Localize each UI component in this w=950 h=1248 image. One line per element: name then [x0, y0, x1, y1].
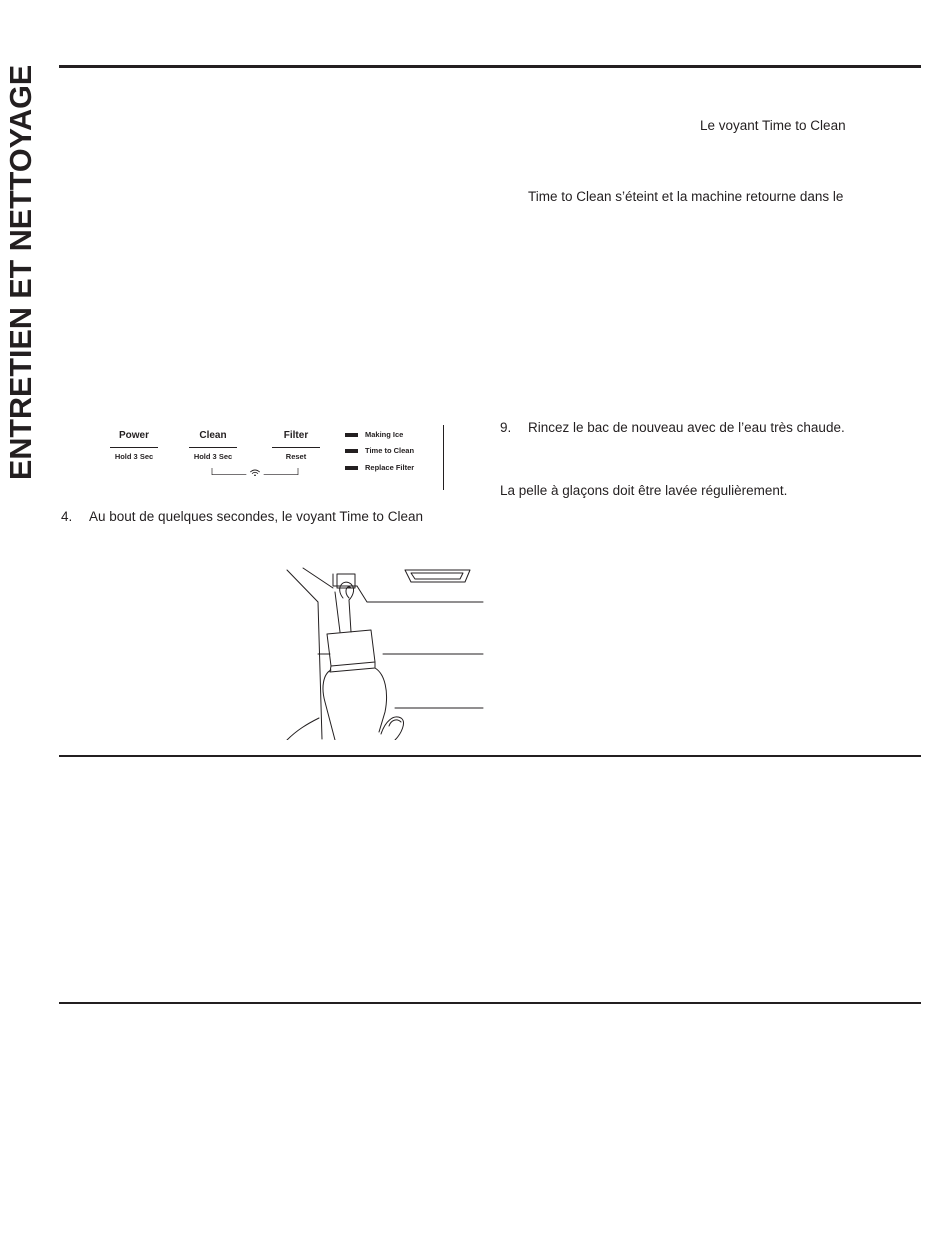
indicator-light: [345, 466, 358, 470]
bottom-divider: [59, 1002, 921, 1004]
section-side-title: [0, 30, 43, 480]
indicator-light: [345, 449, 358, 453]
clean-label: Clean: [199, 430, 227, 441]
step-4-number: 4.: [61, 509, 73, 524]
power-button-diagram: [110, 430, 158, 462]
power-sub-label: Hold 3 Sec: [114, 452, 154, 461]
step-9-number: 9.: [500, 420, 512, 435]
panel-edge-line: [443, 425, 444, 490]
power-label: Power: [118, 430, 149, 441]
power-underline: [110, 447, 158, 448]
indicator-light: [345, 433, 358, 437]
indicator-label: Time to Clean: [365, 446, 415, 455]
time-to-clean-off-line: Time to Clean s’éteint et la machine retourne dans le: [528, 189, 844, 204]
middle-divider: [59, 755, 921, 757]
step-4-text: Au bout de quelques secondes, le voyant Time to Clean: [89, 509, 423, 524]
clean-button-diagram: [189, 430, 237, 462]
filter-label: Filter: [283, 430, 309, 441]
filter-sub-label: Reset: [285, 452, 307, 461]
scoop-wash-text: La pelle à glaçons doit être lavée régulièrement.: [500, 483, 788, 498]
section-title-text: ENTRETIEN ET NETTOYAGE: [4, 64, 38, 480]
step-9-text: Rincez le bac de nouveau avec de l’eau très chaude.: [528, 420, 845, 435]
clean-underline: [189, 447, 237, 448]
top-divider: [59, 65, 921, 68]
control-panel-diagram: [100, 425, 450, 495]
clean-sub-label: Hold 3 Sec: [193, 452, 233, 461]
filter-button-diagram: [272, 430, 320, 462]
wifi-bracket: [190, 468, 320, 476]
time-to-clean-line: Le voyant Time to Clean: [700, 118, 846, 133]
wifi-icon: [250, 470, 259, 476]
bottle-drain-illustration: [285, 562, 485, 740]
indicator-label: Replace Filter: [365, 463, 415, 472]
filter-underline: [272, 447, 320, 448]
indicator-label: Making Ice: [365, 430, 404, 439]
